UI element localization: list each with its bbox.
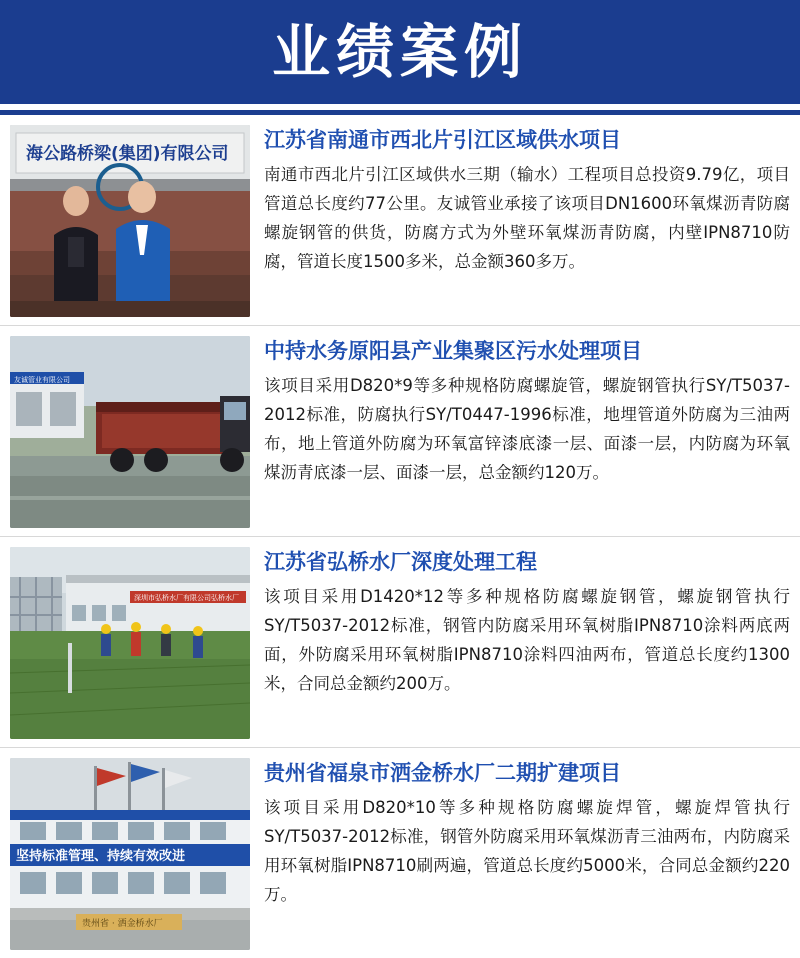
case-title: 中持水务原阳县产业集聚区污水处理项目 [264,339,642,363]
case-thumbnail-1 [10,125,250,317]
case-item [0,115,800,325]
case-description: 该项目采用D1420*12等多种规格防腐螺旋钢管，螺旋钢管执行SY/T5037-2012标准，钢管内防腐采用环氧树脂IPN8710涂料两底两面，外防腐采用环氧树脂IPN8710涂料四油两布，管道总长度约1300米，合同总金额约200万。 [264,587,790,693]
case-body [250,547,790,699]
case-item [0,536,800,747]
svg-text:坚持标准管理、持续有效改进: 坚持标准管理、持续有效改进 [16,849,186,864]
case-item [0,747,800,958]
blue-white-building-with-flags-photo [10,758,250,950]
case-list [0,115,800,958]
case-thumbnail-4 [10,758,250,950]
case-description: 南通市西北片引江区域供水三期（输水）工程项目总投资9.79亿，项目管道总长度约77公里。友诚管业承接了该项目DN1600环氧煤沥青防腐螺旋钢管的供货，防腐方式为外壁环氧煤沥青防腐，内壁IPN8710防腐，管道长度1500多米，总金额360多万。 [264,165,790,271]
case-description: 该项目采用D820*9等多种规格防腐螺旋管，螺旋钢管执行SY/T5037-2012标准，防腐执行SY/T0447-1996标准，地埋管道外防腐为三油两布，地上管道外防腐为环氧富锌漆底漆一层、面漆一层，内防腐为环氧煤沥青底漆一层、面漆一层，总金额约120万。 [264,376,790,482]
svg-text:友诚管业有限公司: 友诚管业有限公司 [14,376,70,384]
case-item [0,325,800,536]
case-thumbnail-2 [10,336,250,528]
svg-text:贵州省 · 洒金桥水厂: 贵州省 · 洒金桥水厂 [82,919,163,929]
case-body [250,125,790,277]
svg-text:海公路桥梁(集团)有限公司: 海公路桥梁(集团)有限公司 [26,144,229,164]
truck-loaded-with-pipes-at-gate-photo [10,336,250,528]
case-title: 江苏省弘桥水厂深度处理工程 [264,550,537,574]
case-body [250,336,790,488]
case-description: 该项目采用D820*10等多种规格防腐螺旋焊管，螺旋焊管执行SY/T5037-2012标准，钢管外防腐采用环氧煤沥青三油两布，内防腐采用环氧树脂IPN8710刷两遍，管道总长度约5000米，合同总金额约220万。 [264,798,790,904]
case-title: 江苏省南通市西北片引江区域供水项目 [264,128,621,152]
page-banner [0,0,800,104]
workers-at-water-plant-construction-site-photo [10,547,250,739]
case-body [250,758,790,910]
page-title: 业绩案例 [271,18,528,86]
two-men-in-front-of-company-sign-photo [10,125,250,317]
case-title: 贵州省福泉市洒金桥水厂二期扩建项目 [264,761,621,785]
case-thumbnail-3 [10,547,250,739]
svg-text:深圳市弘桥水厂有限公司弘桥水厂: 深圳市弘桥水厂有限公司弘桥水厂 [134,594,239,602]
